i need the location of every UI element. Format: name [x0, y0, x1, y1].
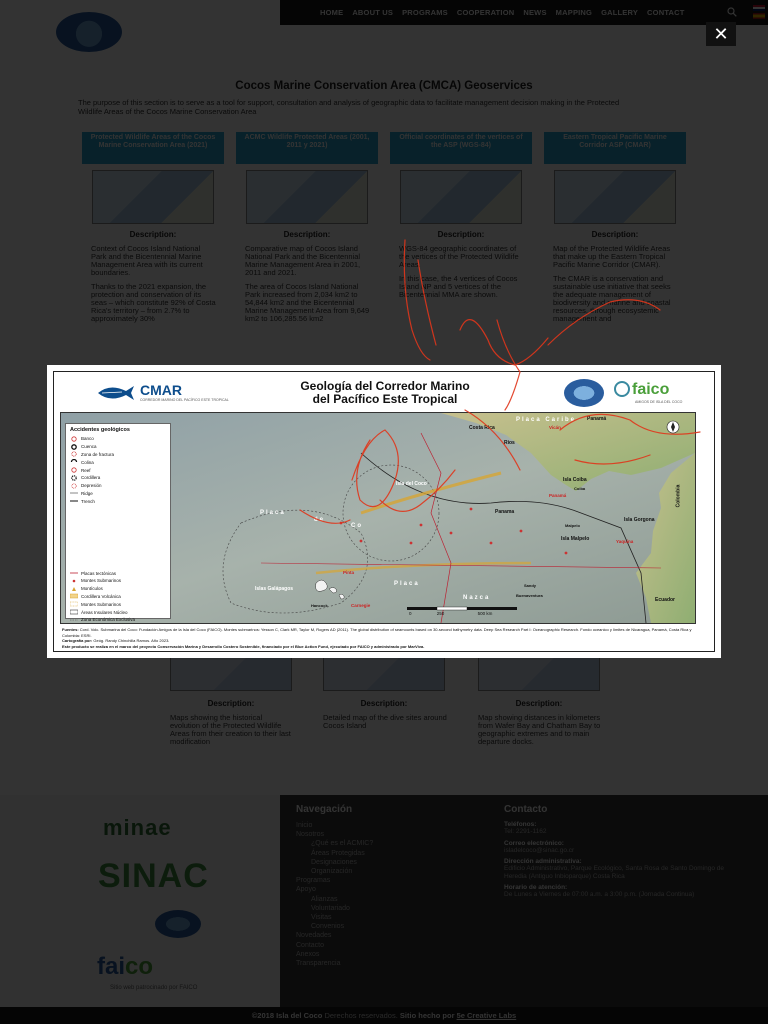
label-buenaventura: Buenaventura — [516, 593, 543, 598]
legend-item — [70, 466, 166, 474]
legend-item — [70, 482, 166, 490]
legend-item — [70, 443, 166, 451]
legend-item — [70, 435, 166, 443]
legend-item — [70, 608, 166, 616]
scale-label-250: 250 — [436, 611, 445, 616]
legend-label: Cuenca — [81, 444, 97, 450]
legend-symbol-icon — [70, 451, 78, 457]
legend-symbol-icon — [70, 436, 78, 442]
label-carnegie: Carnegie — [351, 603, 371, 608]
scale-label-500: 500 km — [477, 611, 493, 616]
sources-label: Fuentes: — [62, 627, 79, 632]
legend-label: Trench — [81, 498, 95, 504]
legend-symbol-icon — [70, 570, 78, 576]
legend-symbol-icon — [70, 498, 78, 504]
legend-symbol-icon — [70, 609, 78, 615]
label-vican: Vicán — [549, 425, 561, 430]
legend-symbol-icon — [70, 467, 78, 473]
label-isla-coiba: Isla Coiba — [563, 477, 587, 483]
legend-item — [70, 490, 166, 498]
legend-item — [70, 577, 166, 585]
faico-poster-text: faico — [632, 381, 670, 398]
cartography-text: Geóg. Randy Chinchilla Ramos. Año 2023. — [93, 638, 170, 643]
legend-label: Cordillera — [81, 475, 101, 481]
close-button[interactable] — [706, 22, 736, 46]
legend-label: Montes Submarinos — [81, 578, 122, 584]
legend-label: Zona Económica Exclusiva — [81, 617, 136, 623]
legend-label: Placas tectónicas — [81, 570, 117, 576]
label-panama-top: Panamá — [587, 416, 607, 422]
scale-label-0: 0 — [409, 611, 412, 616]
legend-geologic-list — [70, 435, 166, 505]
legend-symbol-icon — [70, 490, 78, 496]
legend-label: Áreas Insulares Núcleo — [81, 609, 128, 615]
poster-title-line1: Geología del Corredor Marino — [300, 379, 470, 393]
geology-map-poster — [53, 371, 715, 652]
label-ecuador: Ecuador — [655, 597, 676, 603]
legend-label: Montículos — [81, 586, 103, 592]
legend-label: Cordillera Volcánica — [81, 593, 121, 599]
legend-symbol-icon — [70, 444, 78, 450]
label-yaquina: Yaquina — [616, 539, 634, 544]
legend-label: Banco — [81, 436, 94, 442]
acmic-seal-logo — [564, 379, 604, 407]
label-panama-red: Panamá — [549, 493, 567, 498]
label-isla-del-coco: Isla del Coco — [396, 481, 427, 487]
legend-feature-list — [70, 569, 166, 624]
project-footnote: Este producto se realiza en el marco del proyecto Conservación Marina y Desarrollo Costero Sostenible, financiado por el Blue Action Fund, ejecutado por FAICO y administrado por MarViva. — [62, 643, 425, 649]
cartography-label: Cartografía por: — [62, 638, 93, 643]
geology-map — [60, 412, 696, 624]
label-sandy: Sandy — [524, 583, 537, 588]
close-icon: ✕ — [713, 24, 729, 44]
legend-item — [70, 458, 166, 466]
legend-item — [70, 593, 166, 601]
legend-symbol-icon — [70, 593, 78, 599]
legend-label: Ridge — [81, 490, 93, 496]
legend-separator — [70, 505, 166, 569]
legend-symbol-icon — [70, 459, 78, 465]
label-isla-gorgona: Isla Gorgona — [624, 517, 655, 523]
label-pinta: Pinta — [343, 570, 355, 575]
poster-title-line2: del Pacífico Este Tropical — [312, 392, 458, 406]
legend-label: Depresión — [81, 483, 102, 489]
cmar-logo-subtitle: CORREDOR MARINO DEL PACÍFICO ESTE TROPICAL — [140, 398, 229, 402]
legend-item — [70, 569, 166, 577]
faico-poster-logo — [614, 381, 669, 399]
label-co: Co — [351, 523, 363, 529]
label-placa-nazca-b: Nazca — [463, 595, 491, 601]
legend-label: Reef — [81, 467, 91, 473]
legend-symbol-icon — [70, 601, 78, 607]
poster-sources — [62, 627, 702, 649]
legend-label: Zona de fractura — [81, 451, 115, 457]
cmar-logo-text: CMAR — [140, 382, 182, 398]
label-placa: Placa — [260, 510, 286, 516]
label-placa-caribe: Placa Caribe — [516, 417, 577, 423]
label-placa-nazca-a: Placa — [394, 581, 420, 587]
label-hancock: Hancock — [311, 603, 328, 608]
map-legend — [65, 423, 171, 623]
lightbox-image-frame[interactable] — [47, 365, 721, 658]
label-panama: Panama — [495, 509, 515, 515]
scale-bar-labels — [409, 611, 492, 616]
faico-ring-icon — [614, 381, 630, 397]
label-islas-galapagos: Islas Galápagos — [255, 586, 294, 592]
legend-symbol-icon — [70, 578, 78, 584]
label-costa-rica: Costa Rica — [469, 425, 495, 431]
legend-item — [70, 616, 166, 624]
legend-item — [70, 451, 166, 459]
legend-label: Colina — [81, 459, 94, 465]
sources-text: Cord. Volc. Submarina del Coco: Fundación Amigos de la Isla del Coco (FAICO). Montes submarinos: Yesson C, Clark MR, Taylor M, Rogers AD (2011). The global distribution of seamounts based on 30-second bathymetry data. Deep Sea Research Part I: Oceanographic Research. Fondo oceanico y límites de Nicaragua, Panamá, Costa Rica y Colombia: ESRI. — [62, 627, 692, 638]
legend-title: Accidentes geológicos — [70, 427, 130, 433]
legend-symbol-icon — [70, 586, 78, 592]
legend-item — [70, 497, 166, 505]
legend-item — [70, 585, 166, 593]
label-de: de — [314, 517, 326, 523]
legend-item — [70, 474, 166, 482]
label-colombia: Colombia — [675, 484, 682, 508]
faico-poster-subtitle: AMIGOS DE ISLA DEL COCO — [635, 400, 683, 404]
legend-symbol-icon — [70, 475, 78, 481]
legend-symbol-icon — [70, 617, 78, 623]
label-rios: Rios — [504, 440, 515, 446]
legend-item — [70, 600, 166, 608]
label-coiba: Coiba — [574, 486, 586, 491]
label-isla-malpelo: Isla Malpelo — [561, 536, 590, 542]
label-malpelo-small: Malpelo — [565, 523, 580, 528]
legend-label: Montes Submarinos — [81, 601, 122, 607]
legend-symbol-icon — [70, 483, 78, 489]
